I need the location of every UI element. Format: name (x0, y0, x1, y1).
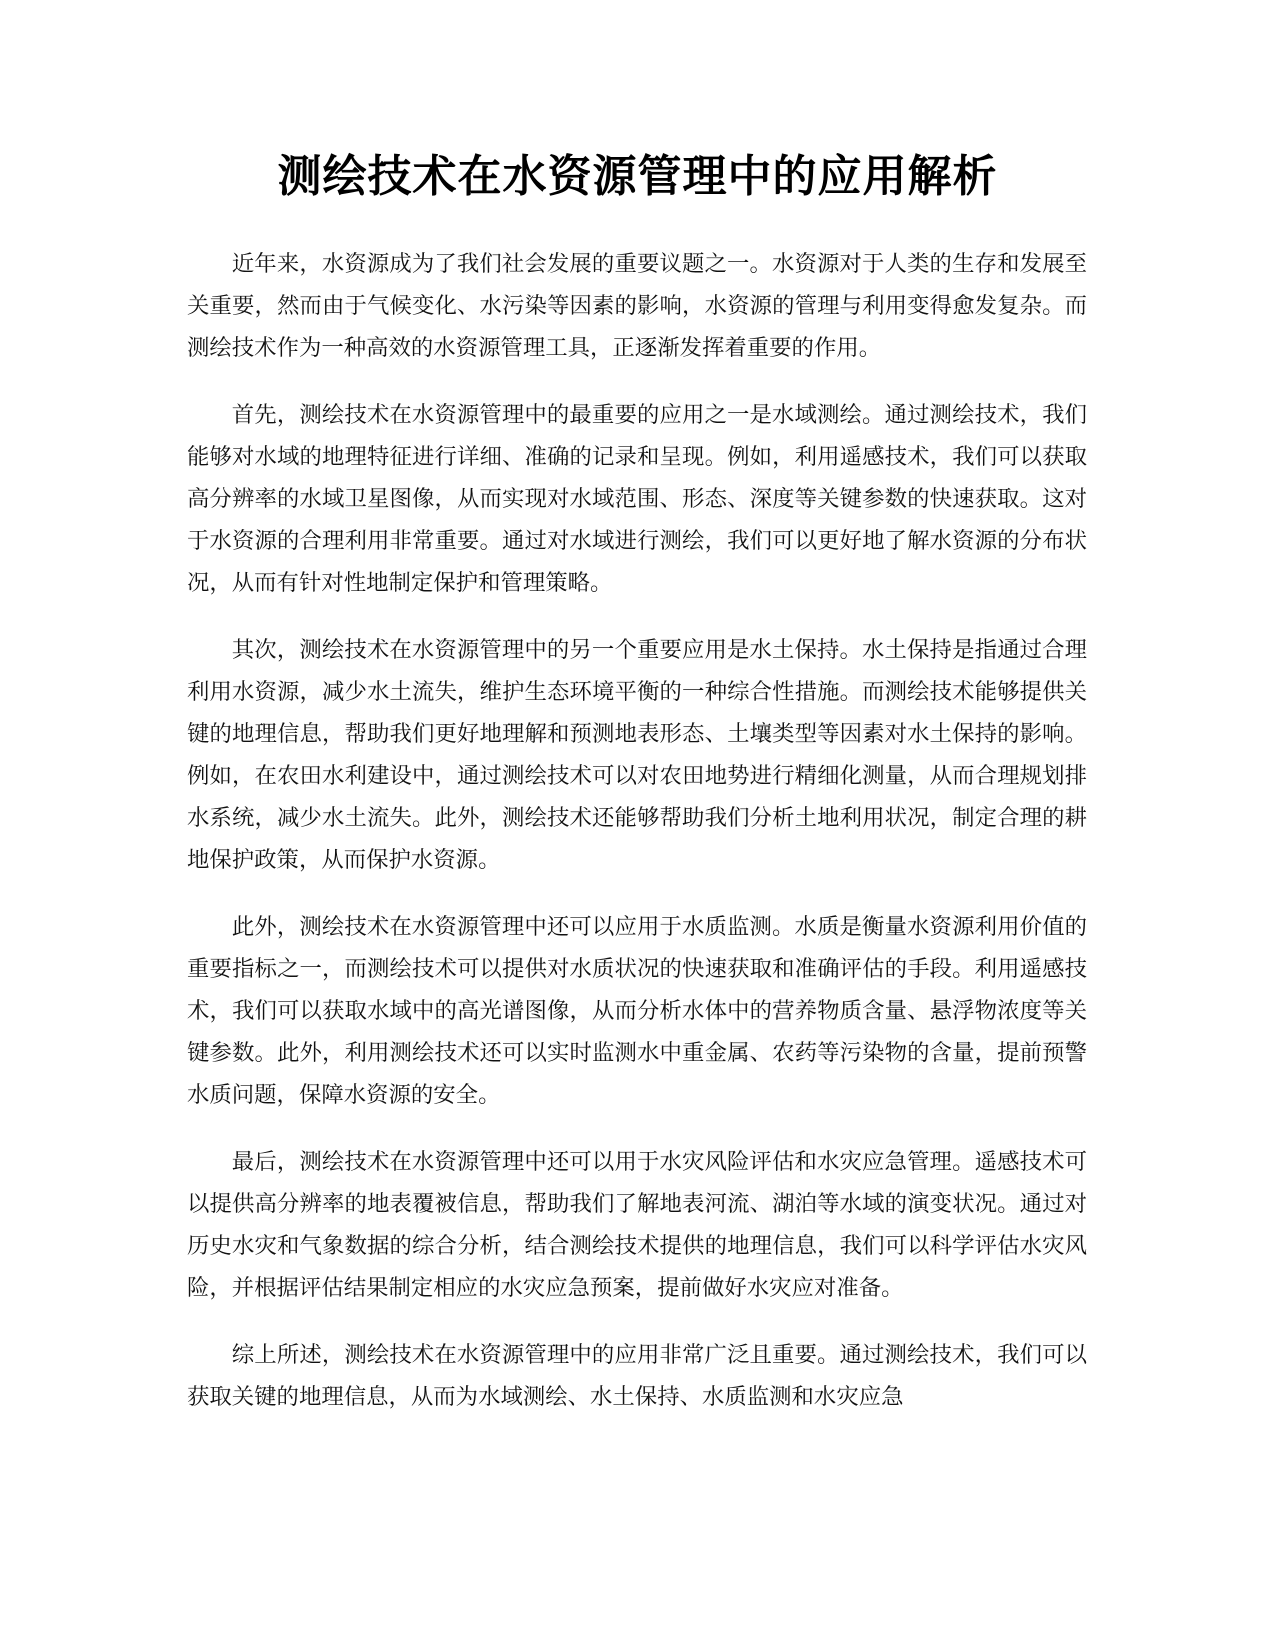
paragraph-soil-water-conservation: 其次，测绘技术在水资源管理中的另一个重要应用是水土保持。水土保持是指通过合理利用水资源，减少水土流失，维护生态环境平衡的一种综合性措施。而测绘技术能够提供关键的地理信息，帮助我们更好地理解和预测地表形态、土壤类型等因素对水土保持的影响。例如，在农田水利建设中，通过测绘技术可以对农田地势进行精细化测量，从而合理规划排水系统，减少水土流失。此外，测绘技术还能够帮助我们分析土地利用状况，制定合理的耕地保护政策，从而保护水资源。 (187, 637, 1087, 873)
paragraph-intro: 近年来，水资源成为了我们社会发展的重要议题之一。水资源对于人类的生存和发展至关重要，然而由于气候变化、水污染等因素的影响，水资源的管理与利用变得愈发复杂。而测绘技术作为一种高效的水资源管理工具，正逐渐发挥着重要的作用。 (187, 251, 1087, 361)
paragraph-conclusion: 综上所述，测绘技术在水资源管理中的应用非常广泛且重要。通过测绘技术，我们可以获取关键的地理信息，从而为水域测绘、水土保持、水质监测和水灾应急 (187, 1342, 1087, 1410)
paragraph-flood-risk-management: 最后，测绘技术在水资源管理中还可以用于水灾风险评估和水灾应急管理。遥感技术可以提供高分辨率的地表覆被信息，帮助我们了解地表河流、湖泊等水域的演变状况。通过对历史水灾和气象数据的综合分析，结合测绘技术提供的地理信息，我们可以科学评估水灾风险，并根据评估结果制定相应的水灾应急预案，提前做好水灾应对准备。 (187, 1149, 1087, 1301)
paragraph-water-area-mapping: 首先，测绘技术在水资源管理中的最重要的应用之一是水域测绘。通过测绘技术，我们能够对水域的地理特征进行详细、准确的记录和呈现。例如，利用遥感技术，我们可以获取高分辨率的水域卫星图像，从而实现对水域范围、形态、深度等关键参数的快速获取。这对于水资源的合理利用非常重要。通过对水域进行测绘，我们可以更好地了解水资源的分布状况，从而有针对性地制定保护和管理策略。 (187, 402, 1087, 596)
page-title: 测绘技术在水资源管理中的应用解析 (277, 151, 998, 202)
document-body (187, 243, 1087, 1443)
paragraph-water-quality-monitoring: 此外，测绘技术在水资源管理中还可以应用于水质监测。水质是衡量水资源利用价值的重要指标之一，而测绘技术可以提供对水质状况的快速获取和准确评估的手段。利用遥感技术，我们可以获取水域中的高光谱图像，从而分析水体中的营养物质含量、悬浮物浓度等关键参数。此外，利用测绘技术还可以实时监测水中重金属、农药等污染物的含量，提前预警水质问题，保障水资源的安全。 (187, 914, 1087, 1108)
